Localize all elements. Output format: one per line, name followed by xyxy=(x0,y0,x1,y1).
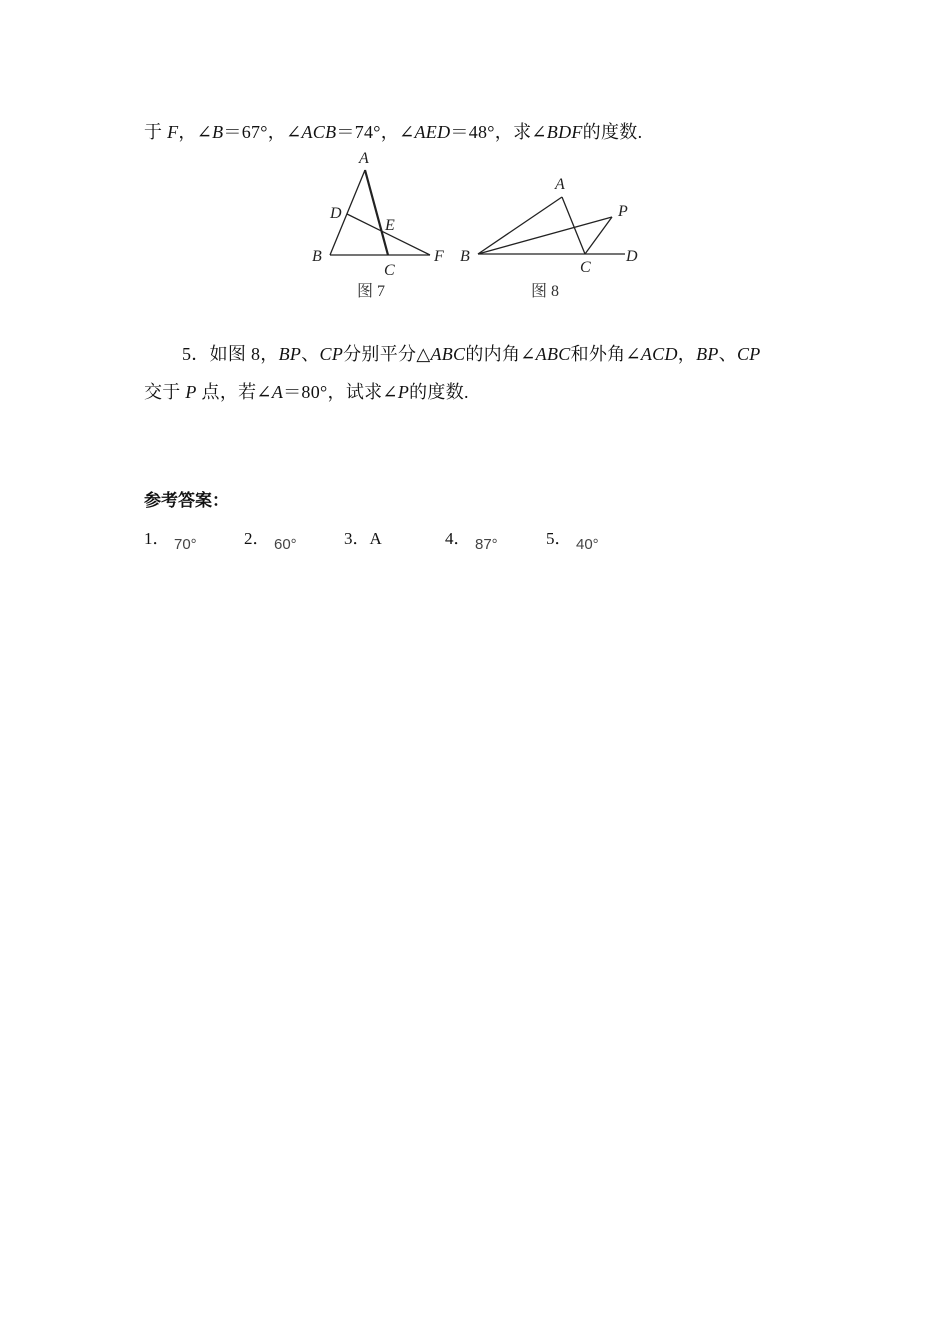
problem-5-line-2 xyxy=(144,378,469,404)
label-C: C xyxy=(580,259,591,276)
answer-4 xyxy=(445,524,498,553)
text: 、 xyxy=(718,344,737,364)
var-BDF: BDF xyxy=(546,122,583,142)
text: ＝80°，试求∠ xyxy=(283,382,398,402)
label-D: D xyxy=(330,205,342,222)
answer-number: 3．A xyxy=(344,529,382,548)
var-ACD: ACD xyxy=(640,344,678,364)
label-C: C xyxy=(384,262,395,279)
var-ACB: ACB xyxy=(301,122,337,142)
answer-value: 40° xyxy=(576,536,599,553)
label-A: A xyxy=(359,150,369,167)
segment-CP xyxy=(585,217,612,254)
answer-value: 60° xyxy=(274,536,297,553)
answer-number: 5． xyxy=(546,529,572,548)
label-F: F xyxy=(434,248,444,265)
var-AED: AED xyxy=(414,122,451,142)
answer-5 xyxy=(546,524,599,553)
text: 的度数. xyxy=(409,382,469,402)
var-ABC: ABC xyxy=(535,344,571,364)
text: 交于 xyxy=(144,382,181,402)
var-A: A xyxy=(271,382,284,402)
figure-7 xyxy=(312,150,444,300)
answer-value: 70° xyxy=(174,536,197,553)
text: 5．如图 8， xyxy=(182,344,279,364)
text: ， xyxy=(677,344,697,364)
answer-2 xyxy=(244,524,297,553)
text: 、 xyxy=(301,344,320,364)
text: ，∠ xyxy=(178,122,213,142)
figure-8 xyxy=(460,176,638,300)
var-B: B xyxy=(212,122,224,142)
segment-BP xyxy=(478,217,612,254)
answer-value: 87° xyxy=(475,536,498,553)
figures xyxy=(300,148,650,308)
answer-number: 4． xyxy=(445,529,471,548)
text: 的内角∠ xyxy=(465,344,536,364)
segment-AC xyxy=(365,170,388,255)
text: ＝48°，求∠ xyxy=(450,122,547,142)
figure-7-caption: 图 7 xyxy=(357,283,386,300)
label-B: B xyxy=(312,248,322,265)
text: 于 xyxy=(144,122,163,142)
label-A: A xyxy=(555,176,565,193)
figure-8-caption: 图 8 xyxy=(531,283,560,300)
text: 分别平分△ xyxy=(343,344,431,364)
var-P: P xyxy=(397,382,410,402)
segment-BA xyxy=(478,197,562,254)
problem-4-tail xyxy=(144,118,642,144)
text: 点，若∠ xyxy=(201,382,272,402)
answer-3 xyxy=(344,524,382,549)
var-P: P xyxy=(185,382,197,402)
var-BP: BP xyxy=(696,344,719,364)
answer-1 xyxy=(144,524,197,553)
text: ＝67°，∠ xyxy=(223,122,302,142)
var-CP: CP xyxy=(319,344,344,364)
var-F: F xyxy=(167,122,179,142)
var-BP: BP xyxy=(278,344,302,364)
answer-number: 2． xyxy=(244,529,270,548)
label-E: E xyxy=(385,217,395,234)
problem-5-line-1 xyxy=(182,340,761,366)
text: ＝74°，∠ xyxy=(336,122,415,142)
text: 的度数. xyxy=(582,122,643,142)
label-D: D xyxy=(626,248,638,265)
var-ABC: ABC xyxy=(430,344,466,364)
var-CP: CP xyxy=(737,344,761,364)
label-B: B xyxy=(460,248,470,265)
text: 和外角∠ xyxy=(570,344,641,364)
label-P: P xyxy=(618,203,628,220)
answers-title: 参考答案： xyxy=(144,491,229,511)
answer-number: 1． xyxy=(144,529,170,548)
